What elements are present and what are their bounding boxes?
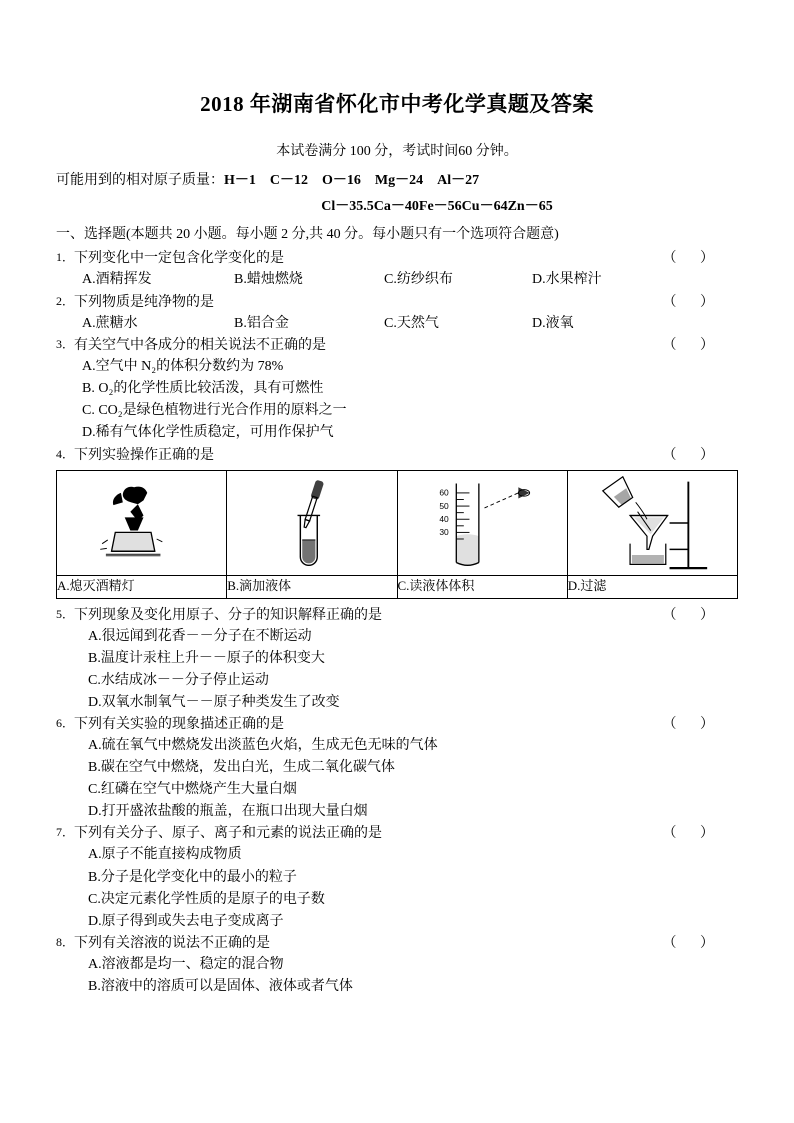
- question-5: [56, 605, 738, 714]
- figure-caption-c[interactable]: C.读液体体积: [397, 575, 567, 598]
- option-b[interactable]: B.碳在空气中燃烧，发出白光，生成二氧化碳气体: [88, 760, 395, 776]
- experiment-figure-table: [56, 470, 738, 599]
- option-d[interactable]: D.液氧: [532, 315, 574, 331]
- mass-item-mg: Mg－24: [374, 173, 424, 188]
- question-8: [56, 933, 738, 998]
- question-number: 2．: [56, 293, 75, 308]
- option-d[interactable]: D.原子得到或失去电子变成离子: [88, 913, 284, 929]
- option-b[interactable]: B.温度计汞柱上升－－原子的体积变大: [88, 650, 325, 666]
- relative-atomic-mass-line-2: [56, 195, 738, 215]
- mass-label: 可能用到的相对原子质量：: [56, 173, 224, 188]
- option-c[interactable]: C. CO₂是绿色植物进行光合作用的原料之一: [82, 403, 347, 419]
- option-b[interactable]: B.铝合金: [234, 315, 289, 331]
- figure-cell-c: [397, 470, 567, 575]
- mass-item-fe: Fe－56: [418, 199, 462, 214]
- scale-label-30: 30: [438, 526, 449, 537]
- scale-label-50: 50: [438, 500, 449, 511]
- question-stem: 下列实验操作正确的是: [74, 447, 215, 463]
- figure-cell-a: [57, 470, 227, 575]
- question-stem: 下列物质是纯净物的是: [74, 294, 215, 310]
- mass-item-al: Al－27: [437, 173, 480, 188]
- figure-cell-b: [227, 470, 397, 575]
- question-number: 7．: [56, 825, 75, 840]
- question-stem: 下列现象及变化用原子、分子的知识解释正确的是: [74, 607, 383, 623]
- option-d[interactable]: D.打开盛浓盐酸的瓶盖，在瓶口出现大量白烟: [88, 804, 368, 820]
- mass-item-ca: Ca－40: [373, 199, 419, 214]
- option-a[interactable]: A.溶液都是均一、稳定的混合物: [88, 956, 284, 972]
- figure-cell-d: [567, 470, 737, 575]
- option-b[interactable]: B.分子是化学变化中的最小的粒子: [88, 869, 297, 885]
- question-number: 8．: [56, 934, 75, 949]
- filtration-apparatus-icon: [568, 471, 737, 575]
- extinguish-alcohol-lamp-icon: [57, 471, 226, 575]
- question-6: [56, 714, 738, 823]
- scale-label-60: 60: [438, 487, 449, 498]
- page-title: 2018 年湖南省怀化市中考化学真题及答案: [200, 92, 594, 116]
- question-stem: 下列有关实验的现象描述正确的是: [74, 716, 285, 732]
- answer-bracket: （ ）: [662, 251, 724, 267]
- figure-caption-b[interactable]: B.滴加液体: [227, 575, 397, 598]
- option-b[interactable]: B.溶液中的溶质可以是固体、液体或者气体: [88, 978, 353, 994]
- option-a[interactable]: A.硫在氧气中燃烧发出淡蓝色火焰，生成无色无味的气体: [88, 737, 438, 753]
- section-heading: 一、选择题(本题共 20 小题。每小题 2 分,共 40 分。每小题只有一个选项符合题意): [56, 227, 559, 242]
- answer-bracket: （ ）: [662, 716, 724, 732]
- question-stem: 下列变化中一定包含化学变化的是: [74, 251, 285, 267]
- answer-bracket: （ ）: [662, 826, 724, 842]
- exam-info-line: 本试卷满分 100 分，考试时间60 分钟。: [276, 144, 518, 159]
- question-stem: 下列有关分子、原子、离子和元素的说法正确的是: [74, 826, 383, 842]
- option-d[interactable]: D.稀有气体化学性质稳定，可用作保护气: [82, 425, 334, 441]
- option-a[interactable]: A.蔗糖水: [82, 315, 138, 331]
- question-number: 6．: [56, 715, 75, 730]
- question-3: [56, 335, 738, 444]
- option-c[interactable]: C.纺纱织布: [384, 272, 453, 288]
- figure-caption-a[interactable]: A.熄灭酒精灯: [57, 575, 227, 598]
- option-b[interactable]: B. O₂的化学性质比较活泼，具有可燃性: [82, 381, 324, 397]
- question-number: 1．: [56, 250, 75, 265]
- question-stem: 下列有关溶液的说法不正确的是: [74, 935, 271, 951]
- option-d[interactable]: D.水果榨汁: [532, 272, 602, 288]
- mass-item-o: O－16: [322, 173, 361, 188]
- option-a[interactable]: A.酒精挥发: [82, 272, 152, 288]
- scale-label-40: 40: [438, 513, 449, 524]
- mass-item-cl: Cl－35.5: [321, 199, 374, 214]
- option-a[interactable]: A.原子不能直接构成物质: [88, 847, 242, 863]
- question-4: [56, 445, 738, 599]
- mass-item-h: H－1: [224, 173, 256, 188]
- answer-bracket: （ ）: [662, 447, 724, 463]
- option-c[interactable]: C.红磷在空气中燃烧产生大量白烟: [88, 782, 297, 798]
- option-c[interactable]: C.天然气: [384, 315, 439, 331]
- mass-item-c: C－12: [269, 173, 309, 188]
- mass-item-zn: Zn－65: [507, 199, 553, 214]
- relative-atomic-mass-line-1: [56, 170, 738, 191]
- option-a[interactable]: A.很远闻到花香－－分子在不断运动: [88, 628, 312, 644]
- question-stem: 有关空气中各成分的相关说法不正确的是: [74, 338, 327, 354]
- question-1: [56, 248, 738, 291]
- question-2: [56, 292, 738, 335]
- reading-liquid-volume-icon: [398, 471, 567, 575]
- question-number: 4．: [56, 446, 75, 461]
- option-a[interactable]: A.空气中 N₂的体积分数约为 78%: [82, 359, 284, 375]
- answer-bracket: （ ）: [662, 607, 724, 623]
- dropper-adding-liquid-icon: [227, 471, 396, 575]
- mass-item-cu: Cu－64: [461, 199, 508, 214]
- answer-bracket: （ ）: [662, 935, 724, 951]
- question-7: [56, 823, 738, 932]
- answer-bracket: （ ）: [662, 338, 724, 354]
- option-c[interactable]: C.水结成冰－－分子停止运动: [88, 672, 269, 688]
- option-c[interactable]: C.决定元素化学性质的是原子的电子数: [88, 891, 325, 907]
- answer-bracket: （ ）: [662, 294, 724, 310]
- question-number: 5．: [56, 606, 75, 621]
- option-b[interactable]: B.蜡烛燃烧: [234, 272, 303, 288]
- option-d[interactable]: D.双氧水制氧气－－原子种类发生了改变: [88, 694, 340, 710]
- question-number: 3．: [56, 337, 75, 352]
- figure-caption-d[interactable]: D.过滤: [567, 575, 737, 598]
